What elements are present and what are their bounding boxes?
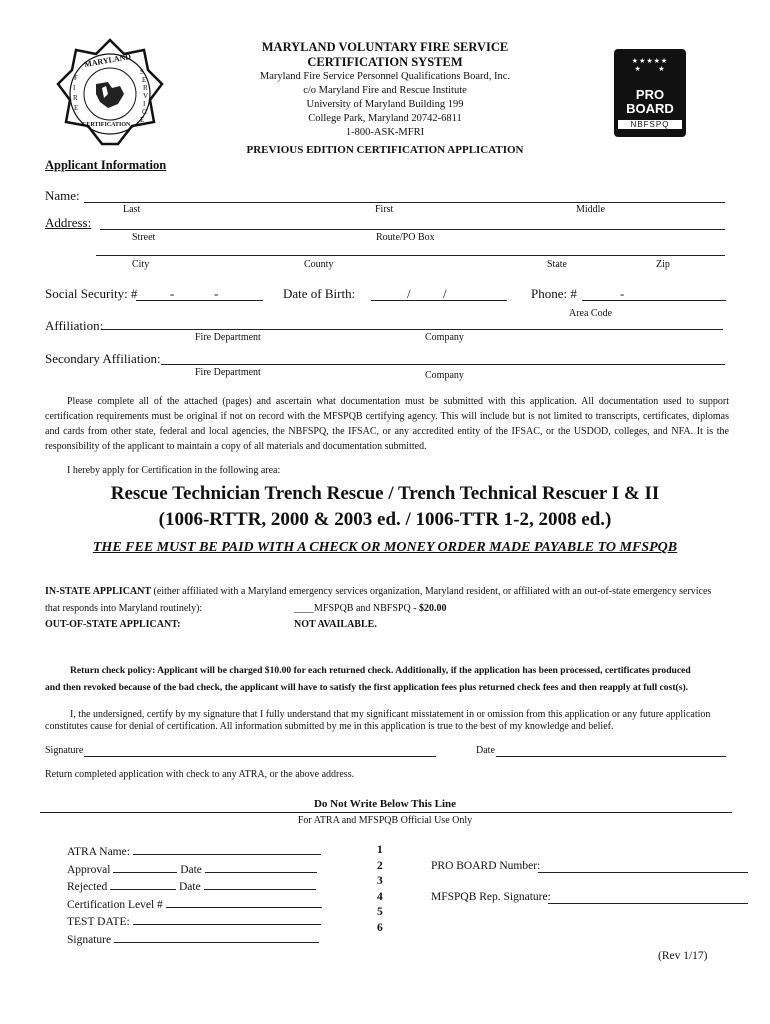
seal-letter: E	[140, 116, 145, 124]
fee-description: MFSPQB and NBFSPQ -	[314, 603, 420, 614]
official-divider	[40, 812, 732, 813]
seal-letter: C	[142, 108, 147, 116]
seal-letter: E	[142, 76, 147, 84]
rejected-field[interactable]	[110, 878, 176, 890]
ssn-separator: -	[214, 286, 219, 301]
test-date-field[interactable]	[133, 913, 321, 925]
phone-number: 1-800-ASK-MFRI	[345, 127, 425, 138]
cert-level-field[interactable]	[166, 896, 322, 908]
instate-description-cont: that responds into Maryland routinely):	[45, 603, 203, 614]
date-field[interactable]	[496, 756, 726, 757]
seal-letter: E	[74, 104, 79, 112]
rep-signature-label: MFSPQB Rep. Signature:	[431, 891, 551, 903]
phone-label: Phone: #	[531, 286, 577, 301]
seal-ring-bottom: CERTIFICATION	[82, 122, 131, 128]
dob-label: Date of Birth:	[283, 286, 356, 301]
dob-separator: /	[443, 286, 447, 301]
seal-ring-top: MARYLAND	[83, 51, 132, 70]
fee-amount: $20.00	[419, 603, 447, 614]
instructions-paragraph: Please complete all of the attached (pages) and ascertain what documentation must be submitted with this application. All documentation used to support certification requirements must be original if not on record with the MFSPQB certifying agency. This will include but is not limited to transcripts, certificates, diplomas and cards from other state, federal and local agencies, the NBFSPQ, the IFSAC, or any accredited entity of the IFSAC, or the USDOD, colleges, and NFA. It is the responsibility of the applicant to maintain a copy of all materials and documentation submitted.	[45, 396, 729, 452]
pro-board-number-label: PRO BOARD Number:	[431, 860, 541, 872]
affiliation-label: Affiliation:	[45, 318, 104, 333]
fee-notice: THE FEE MUST BE PAID WITH A CHECK OR MONEY ORDER MADE PAYABLE TO MFSPQB	[92, 540, 678, 555]
apply-statement: I hereby apply for Certification in the following area:	[67, 465, 281, 476]
fire-dept-caption: Fire Department	[195, 367, 261, 378]
state-caption: State	[547, 259, 567, 270]
county-caption: County	[304, 259, 334, 270]
test-date-label: TEST DATE:	[67, 916, 130, 928]
fire-dept-caption: Fire Department	[195, 332, 261, 343]
atra-name-field[interactable]	[133, 843, 321, 855]
company-caption: Company	[425, 370, 464, 381]
seal-letter: I	[143, 100, 146, 108]
return-policy-line: and then revoked because of the bad check, the applicant will have to satisfy the first application fees plus returned check fees and then reapply at full cost(s).	[45, 682, 689, 693]
seal-letter: V	[143, 92, 149, 100]
middle-caption: Middle	[576, 204, 605, 215]
star-ring-icon: ★★★★★ ★ ★	[631, 57, 669, 73]
approval-date-field[interactable]	[205, 861, 317, 873]
signature-field[interactable]	[84, 756, 436, 757]
certify-statement: constitutes cause for denial of certification. All information submitted by me in this application is true to the best of my knowledge and belief.	[45, 721, 614, 732]
secondary-affiliation-label: Secondary Affiliation:	[45, 351, 161, 366]
step-number: 4	[377, 890, 383, 903]
city-caption: City	[132, 259, 150, 270]
instate-description: (either affiliated with a Maryland emergency services organization, Maryland resident, or affiliated with an out-of-state emergency services	[151, 586, 712, 597]
phone-field[interactable]	[582, 300, 726, 301]
step-number: 2	[377, 859, 383, 872]
company-caption: Company	[425, 332, 464, 343]
official-use-caption: For ATRA and MFSPQB Official Use Only	[297, 815, 473, 826]
zip-caption: Zip	[656, 259, 670, 270]
mfsc-seal-logo	[56, 38, 164, 146]
cert-level-row	[67, 896, 337, 914]
first-caption: First	[375, 204, 394, 215]
address-line: University of Maryland Building 199	[306, 99, 464, 110]
do-not-write-heading: Do Not Write Below This Line	[313, 798, 457, 810]
official-left-block	[67, 843, 337, 948]
ssn-separator: -	[170, 286, 175, 301]
instate-label: IN-STATE APPLICANT	[45, 586, 152, 597]
atra-name-label: ATRA Name:	[67, 846, 130, 858]
step-numbers	[377, 843, 383, 936]
section-title: Applicant Information	[45, 158, 167, 172]
signature-label: Signature	[45, 745, 84, 756]
rejected-date-label: Date	[178, 881, 201, 893]
org-name-line1: MARYLAND VOLUNTARY FIRE SERVICE	[261, 40, 509, 54]
address-line: Maryland Fire Service Personnel Qualifications Board, Inc.	[259, 71, 511, 82]
step-number: 3	[377, 875, 383, 887]
official-signature-label: Signature	[67, 933, 112, 946]
affiliation-field[interactable]	[101, 329, 723, 330]
street-caption: Street	[132, 232, 156, 243]
atra-name-row	[67, 843, 337, 861]
letterhead	[190, 40, 580, 140]
return-note: Return completed application with check to any ATRA, or the above address.	[45, 769, 355, 780]
phone-separator: -	[620, 286, 625, 301]
name-field[interactable]	[84, 202, 725, 203]
step-number: 1	[377, 844, 383, 856]
seal-letter: I	[73, 84, 76, 92]
pro-board-logo	[614, 49, 686, 137]
street-field[interactable]	[100, 229, 725, 230]
secondary-affiliation-field[interactable]	[161, 364, 725, 365]
ssn-field[interactable]	[136, 300, 263, 301]
address-label: Address:	[45, 215, 92, 230]
address-line: c/o Maryland Fire and Rescue Institute	[303, 85, 467, 96]
approval-label: Approval	[67, 863, 111, 876]
area-code-caption: Area Code	[569, 308, 613, 319]
pro-board-text: BOARD	[626, 101, 674, 116]
seal-letter: F	[74, 74, 78, 82]
approval-field[interactable]	[113, 861, 177, 873]
dob-separator: /	[407, 286, 411, 301]
step-number: 6	[377, 921, 383, 934]
last-caption: Last	[123, 204, 141, 215]
official-signature-field[interactable]	[114, 931, 319, 943]
rejected-row	[67, 878, 337, 896]
pro-board-text: PRO	[635, 87, 665, 102]
date-label: Date	[476, 745, 495, 756]
seal-letter: R	[143, 84, 148, 92]
pro-board-number-field[interactable]	[538, 872, 748, 873]
approval-row	[67, 861, 337, 879]
pro-board-text: NBFSPQ	[618, 120, 682, 129]
step-number: 5	[377, 906, 383, 918]
outstate-label: OUT-OF-STATE APPLICANT:	[45, 619, 181, 630]
org-name-line2: CERTIFICATION SYSTEM	[307, 55, 463, 69]
test-date-row	[67, 913, 337, 931]
fee-checkbox-blank[interactable]: ____	[294, 603, 314, 614]
ssn-label: Social Security: #	[45, 286, 138, 301]
revision-label: (Rev 1/17)	[658, 950, 708, 962]
city-field[interactable]	[96, 255, 725, 256]
official-signature-row	[67, 931, 337, 949]
certification-title: Rescue Technician Trench Rescue / Trench Technical Rescuer I & II	[110, 483, 660, 504]
seal-letter: R	[73, 94, 78, 102]
cert-level-label: Certification Level #	[67, 898, 163, 911]
route-caption: Route/PO Box	[376, 232, 435, 243]
outstate-value: NOT AVAILABLE.	[294, 619, 377, 630]
rejected-date-field[interactable]	[204, 878, 316, 890]
form-title: PREVIOUS EDITION CERTIFICATION APPLICATION	[246, 144, 524, 156]
certify-statement: I, the undersigned, certify by my signature that I fully understand that my significant misstatement in or omission from this application or any future application	[70, 709, 711, 720]
name-label: Name:	[45, 188, 80, 203]
instate-applicant-line	[45, 586, 735, 597]
address-line: College Park, Maryland 20742-6811	[308, 113, 462, 124]
approval-date-label: Date	[180, 863, 202, 876]
dob-field[interactable]	[371, 300, 507, 301]
certification-code: (1006-RTTR, 2000 & 2003 ed. / 1006-TTR 1-2, 2008 ed.)	[158, 509, 612, 530]
instate-fee-option[interactable]	[294, 603, 447, 614]
rep-signature-field[interactable]	[548, 903, 748, 904]
rejected-label: Rejected	[67, 881, 108, 893]
return-policy-line: Return check policy: Applicant will be charged $10.00 for each returned check. Additionally, if the application has been processed, certificates produced	[70, 665, 691, 676]
seal-letter: S	[140, 68, 144, 76]
